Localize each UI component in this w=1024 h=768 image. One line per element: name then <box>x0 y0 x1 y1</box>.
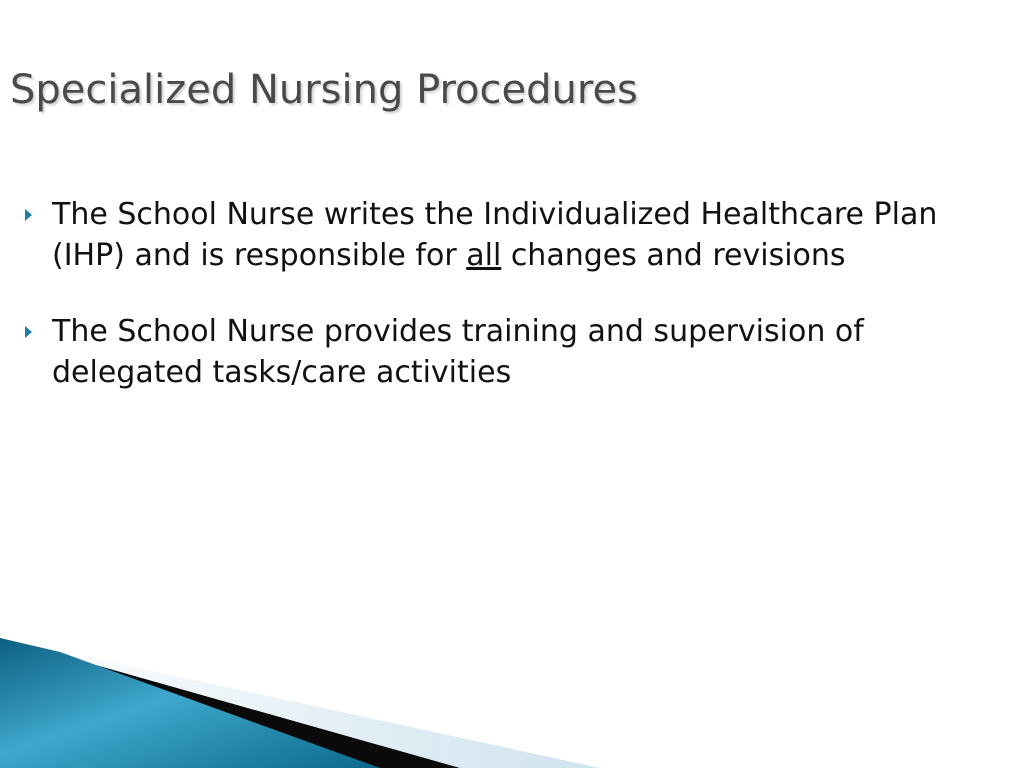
corner-decoration <box>0 638 1024 768</box>
triangle-bullet-icon <box>25 326 32 338</box>
bullet-text-emphasis: all <box>466 238 502 273</box>
slide-title: Specialized Nursing Procedures <box>10 67 638 113</box>
bullet-item <box>22 311 982 393</box>
bullet-text-start: The School Nurse writes the Individualized Healthcare Plan (IHP) and is responsible for <box>52 197 938 273</box>
bullet-text-end: changes and revisions <box>501 238 846 273</box>
triangle-bullet-icon <box>25 209 32 221</box>
decor-teal-band <box>0 638 380 768</box>
bullet-text <box>52 197 937 273</box>
bullet-item <box>22 194 982 276</box>
bullet-text: The School Nurse provides training and supervision of delegated tasks/care activities <box>52 314 864 390</box>
bullet-list <box>22 194 982 428</box>
